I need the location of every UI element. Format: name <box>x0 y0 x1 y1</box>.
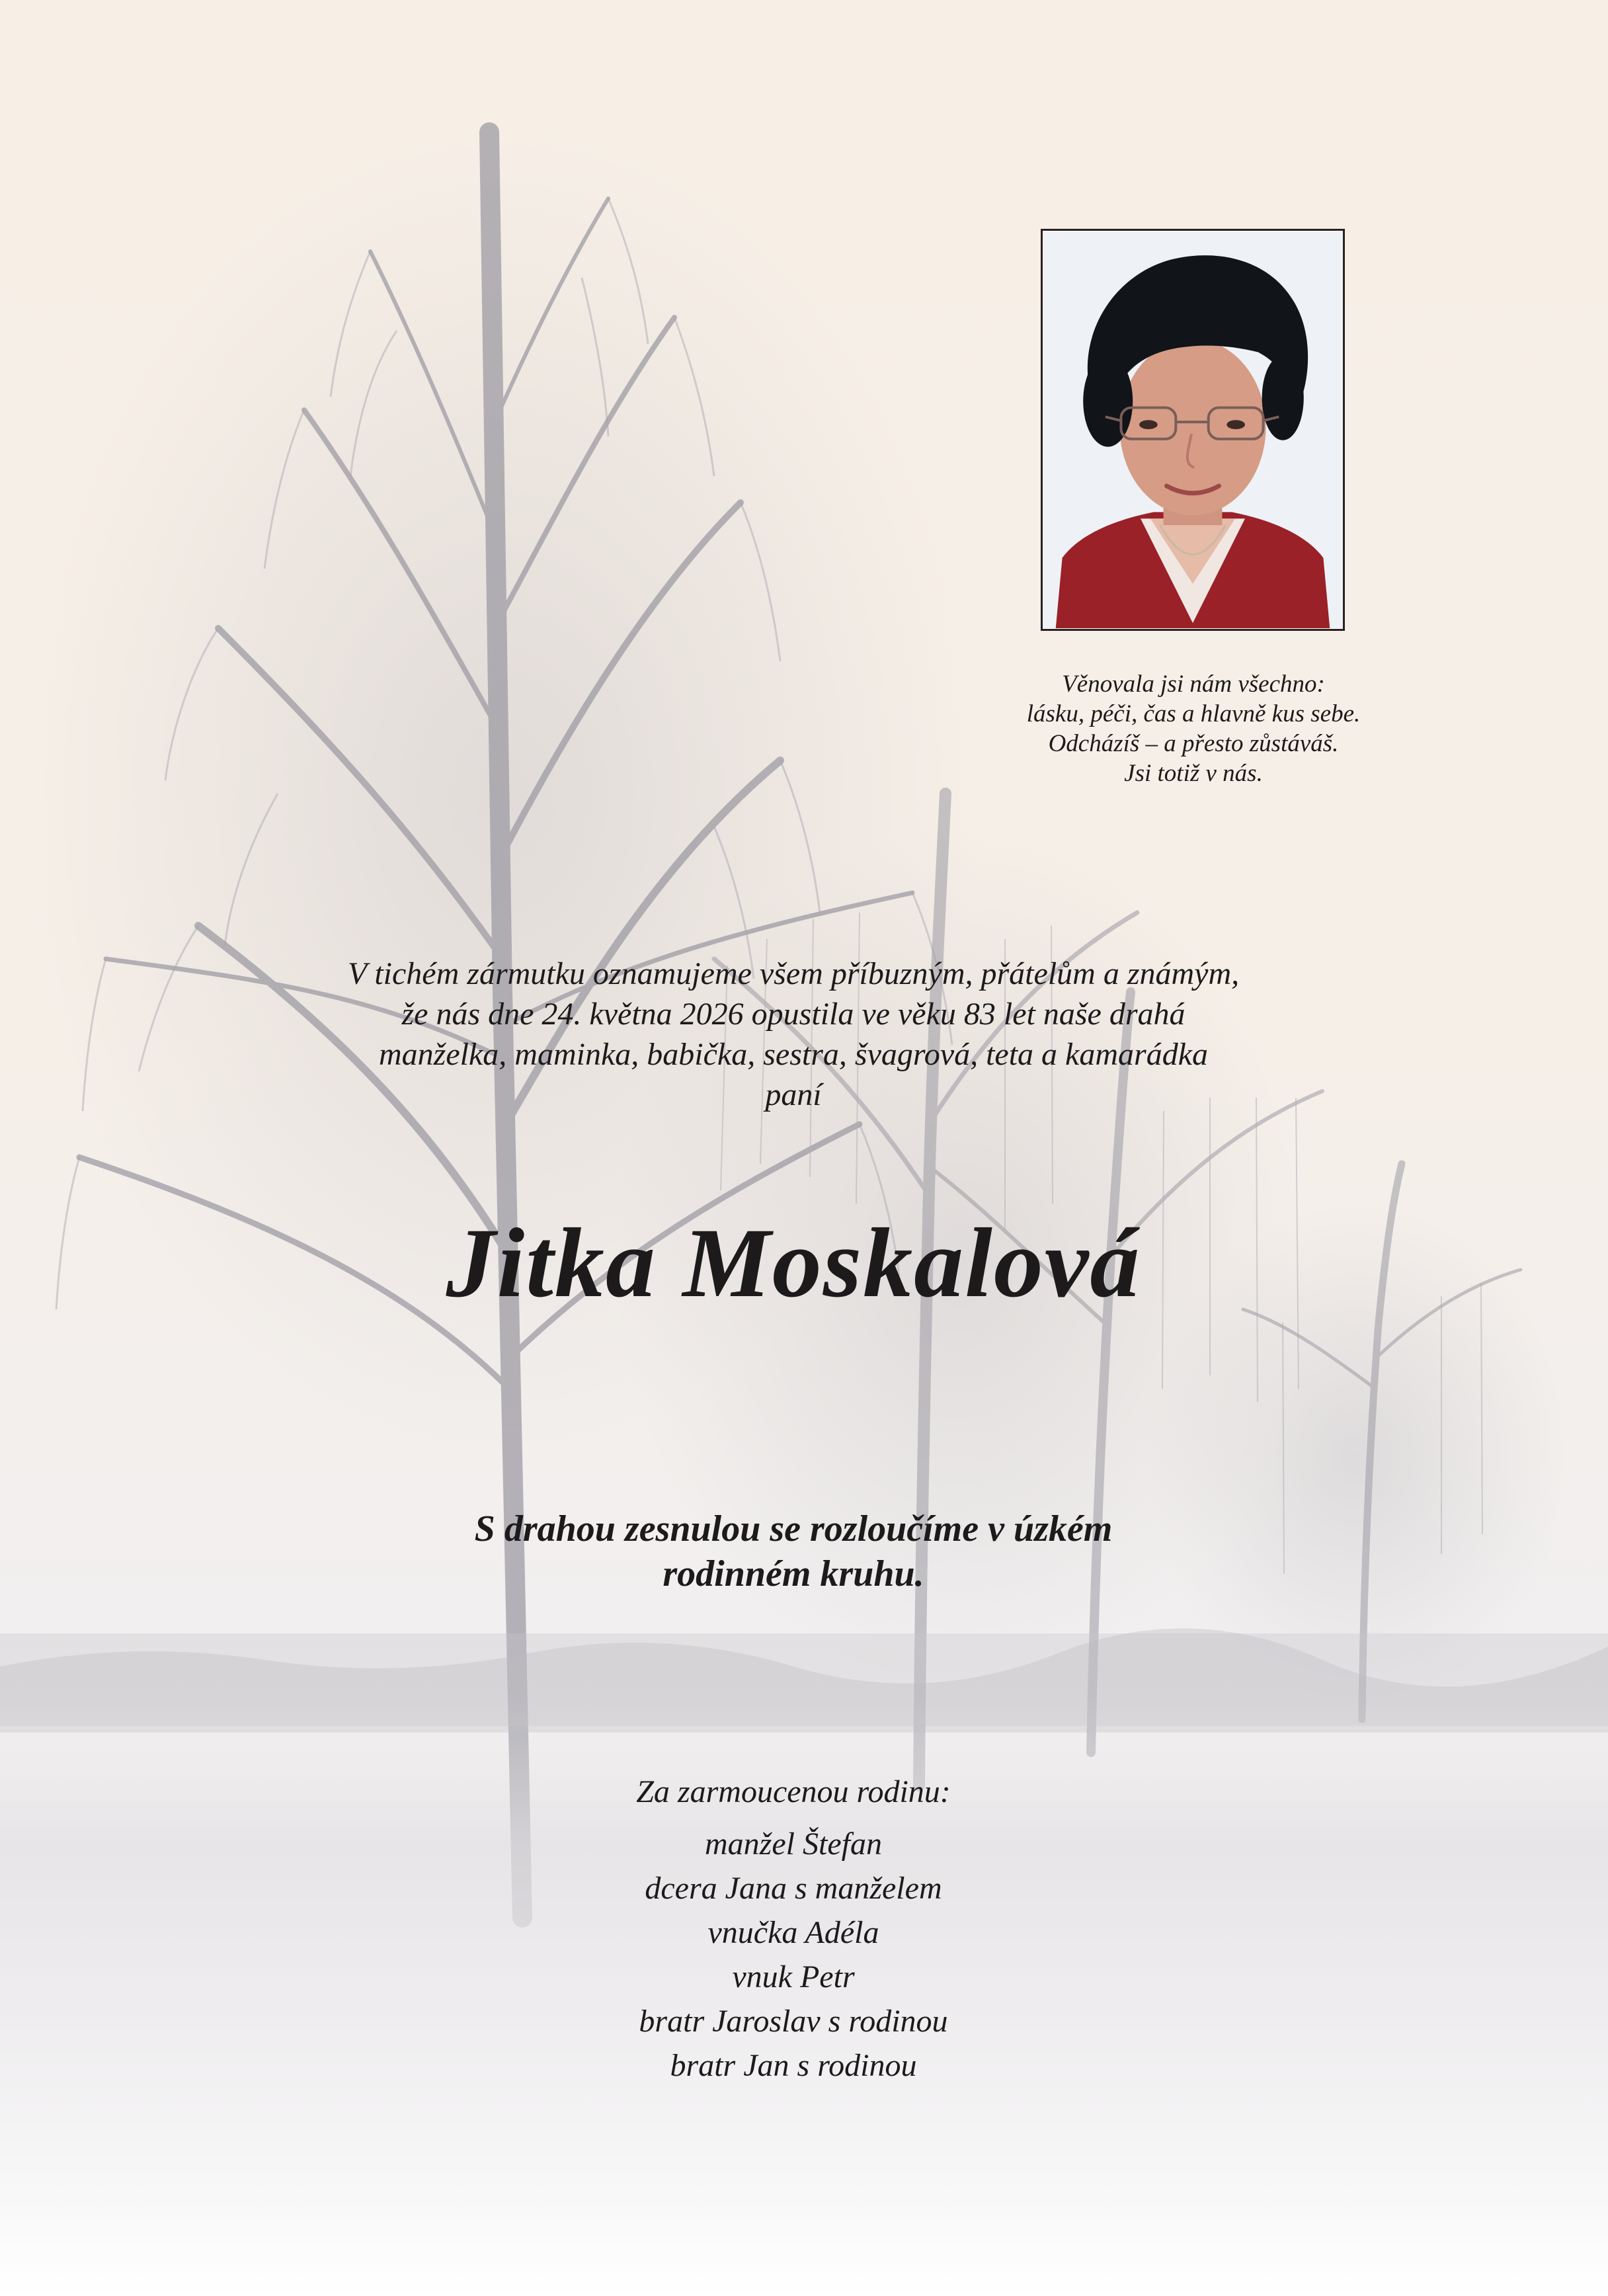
motto-line: Odcházíš – a přesto zůstáváš. <box>1048 730 1339 757</box>
announcement-line: že nás dne 24. května 2026 opustila ve věku 83 let naše drahá <box>401 997 1186 1032</box>
family-member: bratr Jan s rodinou <box>670 2048 917 2083</box>
motto-verse <box>965 669 1422 788</box>
announcement-line: V tichém zármutku oznamujeme všem příbuzným, přátelům a známým, <box>347 956 1240 991</box>
announcement-line: manželka, maminka, babička, sestra, švagrová, teta a kamarádka <box>379 1037 1208 1072</box>
death-announcement <box>198 954 1388 1115</box>
family-member: vnučka Adéla <box>707 1915 879 1950</box>
motto-line: Jsi totiž v nás. <box>1124 760 1263 787</box>
deceased-name: Jitka Moskalová <box>446 1208 1141 1318</box>
family-member: dcera Jana s manželem <box>645 1871 942 1906</box>
farewell-line: rodinném kruhu. <box>663 1553 924 1594</box>
family-heading: Za zarmoucenou rodinu: <box>636 1774 951 1809</box>
family-member: bratr Jaroslav s rodinou <box>639 2004 948 2039</box>
motto-line: Věnovala jsi nám všechno: <box>1062 671 1325 698</box>
farewell-notice <box>198 1506 1388 1596</box>
grieving-family <box>397 1770 1190 2088</box>
family-member: vnuk Petr <box>732 1959 855 1994</box>
portrait-photo-icon <box>1043 231 1343 629</box>
family-member: manžel Štefan <box>705 1826 882 1862</box>
announcement-line: paní <box>765 1077 822 1112</box>
motto-line: lásku, péči, čas a hlavně kus sebe. <box>1026 700 1361 727</box>
portrait-photo <box>1041 229 1345 631</box>
farewell-line: S drahou zesnulou se rozloučíme v úzkém <box>474 1508 1113 1549</box>
